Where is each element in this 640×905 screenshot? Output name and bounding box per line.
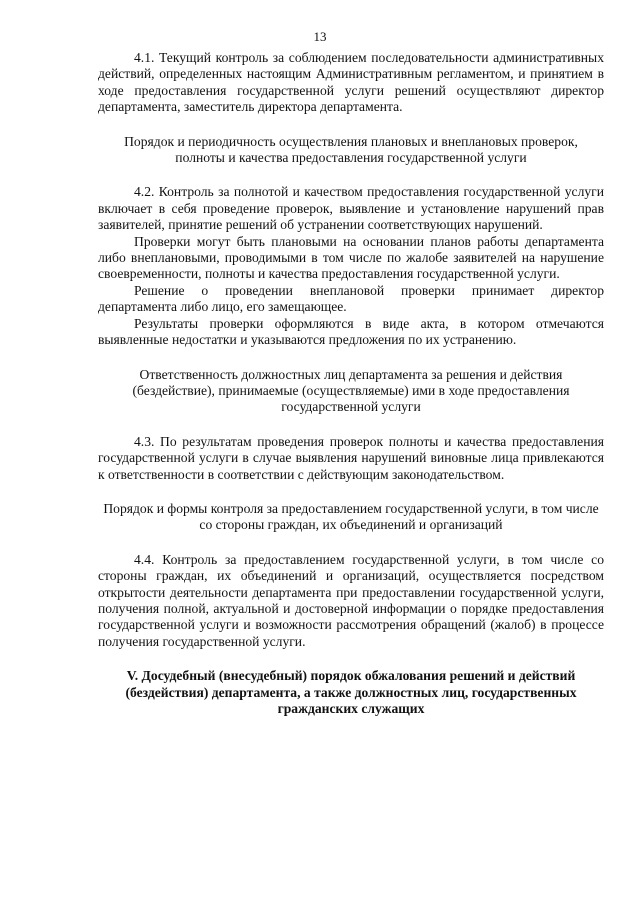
paragraph-4-2: 4.2. Контроль за полнотой и качеством предоставления государственной услуги включает в себя проведение проверок, выявление и установление нарушений прав заявителей, принятие решений об устранении соответствующих нарушений. xyxy=(98,184,604,233)
spacer xyxy=(98,483,604,501)
spacer xyxy=(98,166,604,184)
paragraph-4-4: 4.4. Контроль за предоставлением государственной услуги, в том числе со стороны граждан, их объединений и организаций, осуществляется посредством открытости деятельности департамента при предоставлении государственной услуги, получения полной, актуальной и достоверной информации о порядке предоставления государственной услуги и возможности рассмотрения обращений (жалоб) в процессе получения государственной услуги. xyxy=(98,551,604,649)
paragraph-4-3: 4.3. По результатам проведения проверок полноты и качества предоставления государственной услуги в случае выявления нарушений виновные лица привлекаются к ответственности в соответствии с действующим законодательством. xyxy=(98,433,604,482)
heading-checks-procedure: Порядок и периодичность осуществления плановых и внеплановых проверок, полноты и качества предоставления государственной услуги xyxy=(124,133,578,166)
heading-control-forms: Порядок и формы контроля за предоставлением государственной услуги, в том числе со стороны граждан, их объединений и организаций xyxy=(103,500,599,533)
paragraph-4-1: 4.1. Текущий контроль за соблюдением последовательности административных действий, определенных настоящим Административным регламентом, и принятием в ходе предоставления государственной услуги решений осуществляют директор департамента, заместитель директора департамента. xyxy=(98,50,604,115)
spacer xyxy=(98,534,604,552)
page-number: 13 xyxy=(313,29,327,44)
paragraph-check-types: Проверки могут быть плановыми на основании планов работы департамента либо внеплановыми, проводимыми в том числе по жалобе заявителей на нарушение своевременности, полноты и качества предоставления государственной услуги. xyxy=(98,233,604,282)
spacer xyxy=(98,116,604,134)
document-body xyxy=(98,50,604,717)
spacer xyxy=(98,650,604,668)
paragraph-unplanned-check-decision: Решение о проведении внеплановой проверки принимает директор департамента либо лицо, его замещающее. xyxy=(98,282,604,315)
heading-section-v: V. Досудебный (внесудебный) порядок обжалования решений и действий (бездействия) департамента, а также должностных лиц, государственных гражданских служащих xyxy=(125,668,577,716)
heading-official-responsibility: Ответственность должностных лиц департамента за решения и действия (бездействие), принимаемые (осуществляемые) ими в ходе предоставления государственной услуги xyxy=(132,366,570,415)
spacer xyxy=(98,349,604,367)
paragraph-check-results: Результаты проверки оформляются в виде акта, в котором отмечаются выявленные недостатки и указываются предложения по их устранению. xyxy=(98,315,604,348)
spacer xyxy=(98,416,604,434)
